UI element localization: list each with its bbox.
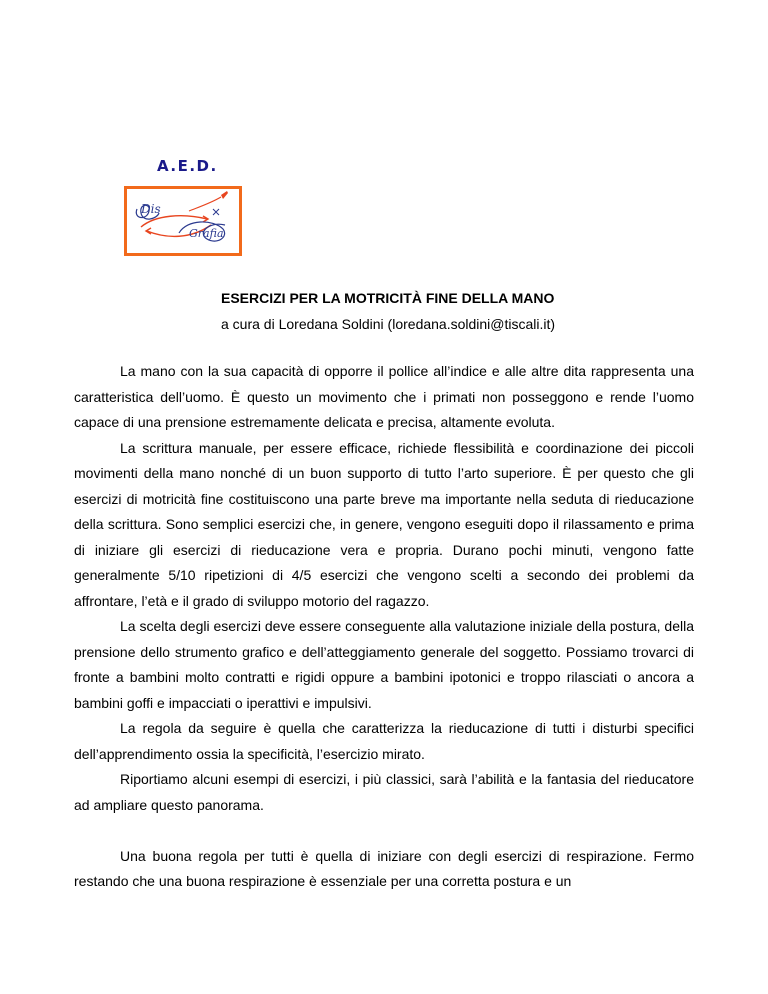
document-author: a cura di Loredana Soldini (loredana.soldini@tiscali.it) (221, 316, 556, 332)
paragraph: Riportiamo alcuni esempi di esercizi, i più classici, sarà l’abilità e la fantasia del rieducatore ad ampliare questo panorama. (74, 771, 694, 813)
disgrafia-logo-icon (127, 189, 239, 253)
paragraph: La regola da seguire è quella che caratterizza la rieducazione di tutti i disturbi specifici dell’apprendimento ossia la specificità, l’esercizio mirato. (74, 720, 694, 762)
logo-text-grafia: Grafia (189, 227, 224, 240)
paragraph: La scrittura manuale, per essere efficace, richiede flessibilità e coordinazione dei piccoli movimenti della mano nonché di un buon supporto di tutto l’arto superiore. È per questo che gli esercizi di motricità fine costituiscono una parte breve ma importante nella seduta di rieducazione della scrittura. Sono semplici esercizi che, in genere, vengono eseguiti dopo il rilassamento e prima di iniziare gli esercizi di rieducazione vera e propria. Durano pochi minuti, vengono fatte generalmente 5/10 ripetizioni di 4/5 esercizi che vengono scelti a secondo dei problemi da affrontare, l’età e il grado di sviluppo motorio del ragazzo. (74, 439, 694, 609)
paragraph: La scelta degli esercizi deve essere conseguente alla valutazione iniziale della postura, della prensione dello strumento grafico e dell’atteggiamento generale del soggetto. Possiamo trovarci di fronte a bambini molto contratti e rigidi oppure a bambini ipotonici e troppo rilasciati o ancora a bambini goffi e impacciati o iperattivi e impulsivi. (74, 618, 694, 711)
disgrafia-logo (124, 186, 242, 256)
paragraph: Una buona regola per tutti è quella di iniziare con degli esercizi di respirazione. Fermo restando che una buona respirazione è essenziale per una corretta postura e un (74, 847, 694, 889)
organization-name: A.E.D. (157, 157, 218, 175)
logo-text-dis: Dis (141, 202, 161, 216)
document-title: ESERCIZI PER LA MOTRICITÀ FINE DELLA MANO (221, 290, 555, 306)
paragraph: La mano con la sua capacità di opporre il pollice all’indice e alle altre dita rappresenta una caratteristica dell’uomo. È questo un movimento che i primati non posseggono e rende l’uomo capace di una prensione estremamente delicata e precisa, altamente evoluta. (74, 363, 694, 430)
document-body (74, 359, 694, 895)
